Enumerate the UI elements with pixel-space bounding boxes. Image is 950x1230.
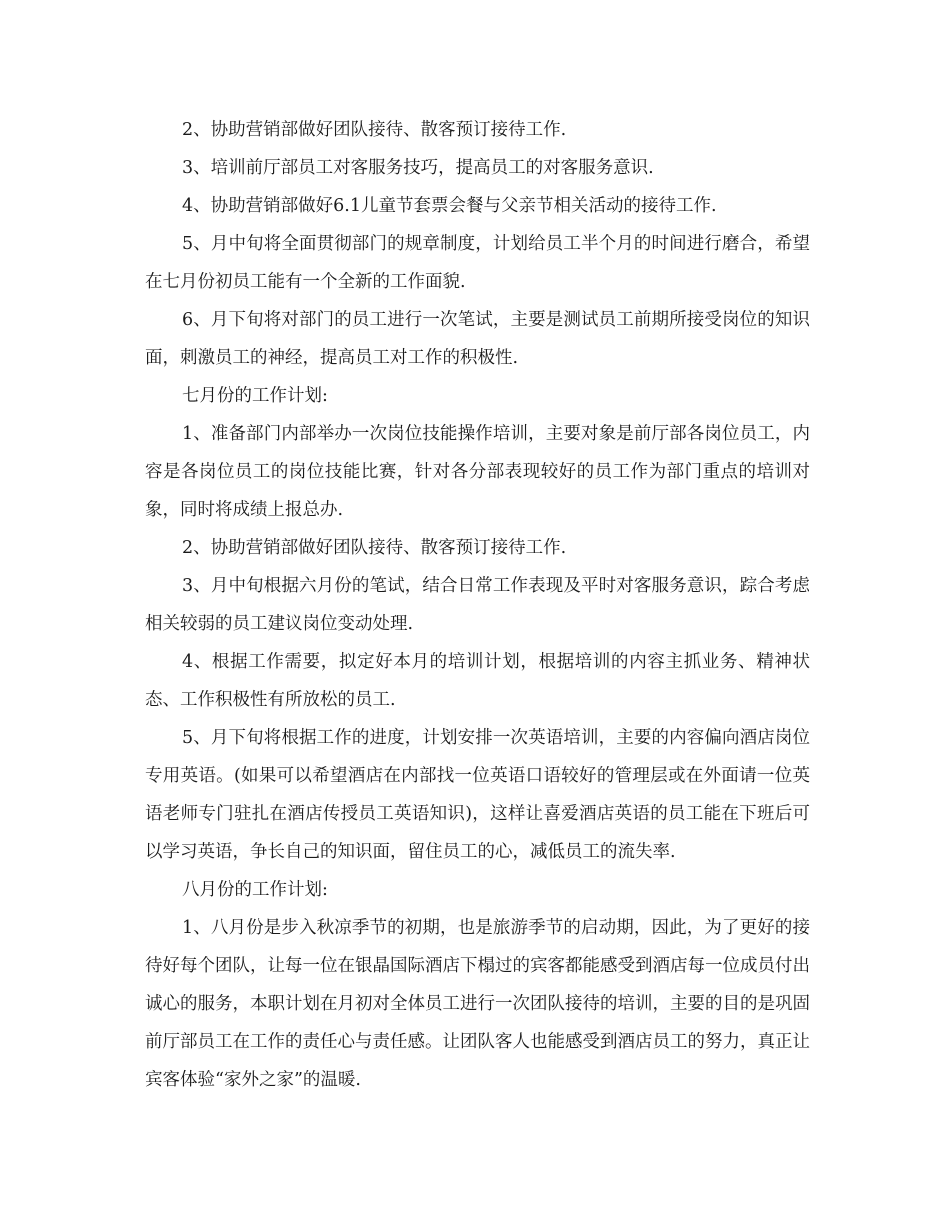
paragraph-august-item-1: 1、八月份是步入秋凉季节的初期，也是旅游季节的启动期，因此，为了更好的接待好每个团队，让每一位在银晶国际酒店下榻过的宾客都能感受到酒店每一位成员付出诚心的服务，本职计划在月初对全体员工进行一次团队接待的培训，主要的目的是巩固前厅部员工在工作的责任心与责任感。让团队客人也能感受到酒店员工的努力，真正让宾客体验“家外之家”的温暖. — [145, 918, 810, 1090]
paragraph-june-item-2: 2、协助营销部做好团队接待、散客预订接待工作. — [182, 120, 567, 140]
paragraph-june-item-3: 3、培训前厅部员工对客服务技巧，提高员工的对客服务意识. — [182, 158, 654, 178]
paragraph-july-item-1: 1、准备部门内部举办一次岗位技能操作培训，主要对象是前厅部各岗位员工，内容是各岗位员工的岗位技能比赛，针对各分部表现较好的员工作为部门重点的培训对象，同时将成绩上报总办. — [145, 424, 810, 520]
paragraph-july-item-5: 5、月下旬将根据工作的进度，计划安排一次英语培训，主要的内容偏向酒店岗位专用英语。(如果可以希望酒店在内部找一位英语口语较好的管理层或在外面请一位英语老师专门驻扎在酒店传授员工英语知识)，这样让喜爱酒店英语的员工能在下班后可以学习英语，争长自己的知识面，留住员工的心，减低员工的流失率. — [145, 728, 810, 862]
paragraph-june-item-5: 5、月中旬将全面贯彻部门的规章制度，计划给员工半个月的时间进行磨合，希望在七月份初员工能有一个全新的工作面貌. — [145, 234, 810, 292]
document-body — [145, 111, 810, 1099]
paragraph-june-item-4: 4、协助营销部做好6.1儿童节套票会餐与父亲节相关活动的接待工作. — [182, 196, 717, 216]
paragraph-july-item-2: 2、协助营销部做好团队接待、散客预订接待工作. — [182, 538, 567, 558]
paragraph-july-item-4: 4、根据工作需要，拟定好本月的培训计划，根据培训的内容主抓业务、精神状态、工作积极性有所放松的员工. — [145, 652, 810, 710]
section-heading-july: 七月份的工作计划: — [182, 386, 328, 406]
section-heading-august: 八月份的工作计划: — [182, 880, 328, 900]
paragraph-july-item-3: 3、月中旬根据六月份的笔试，结合日常工作表现及平时对客服务意识，踪合考虑相关较弱的员工建议岗位变动处理. — [145, 576, 810, 634]
paragraph-june-item-6: 6、月下旬将对部门的员工进行一次笔试，主要是测试员工前期所接受岗位的知识面，刺激员工的神经，提高员工对工作的积极性. — [145, 310, 810, 368]
